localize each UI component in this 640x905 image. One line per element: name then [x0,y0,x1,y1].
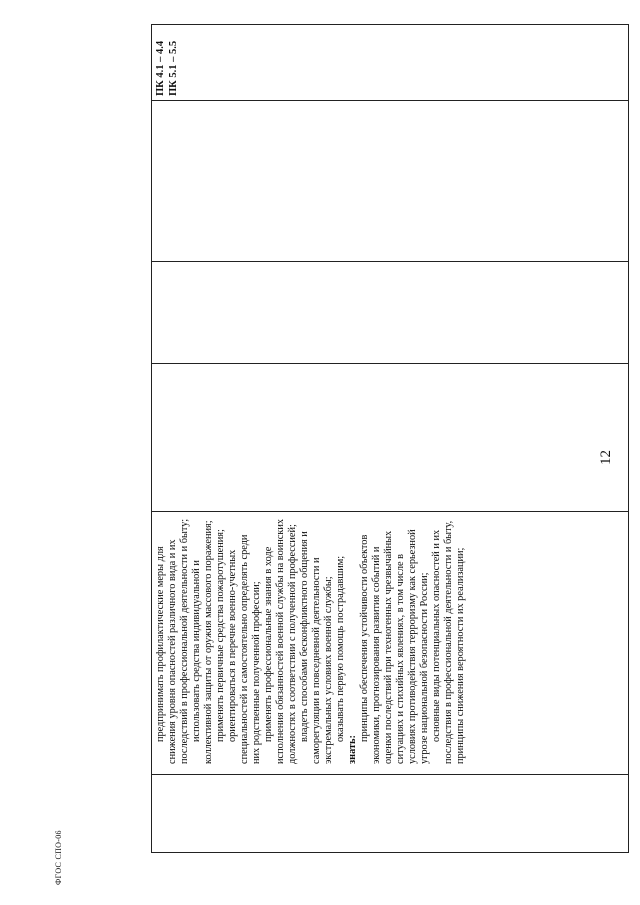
requirement-item: применять профессиональные знания в ходе исполнения обязанностей военной службы на воинских должностях в соответствии с полученной профессией; [263,519,298,764]
requirement-item: оказывать первую помощь пострадавшим; [335,555,346,742]
rotated-document-sheet [48,25,640,885]
discipline-cell [152,101,629,262]
page-number: 12 [598,450,614,465]
competency-code: ПК 5.1 – 5.5 [167,40,179,96]
requirement-item: ориентироваться в перечне военно-учетных специальностей и самостоятельно определять среди них родственные полученной профессии; [227,534,262,764]
requirements-text [152,512,467,774]
requirement-item: предпринимать профилактические меры для снижения уровня опасностей различного вида и их последствий в профессиональной деятельности и быту; [155,518,190,764]
competency-code: ПК 4.1 – 4.4 [155,40,166,96]
competency-codes-cell [152,25,629,101]
index-cell [152,775,629,853]
competency-table [151,24,629,853]
table-row [152,25,629,853]
requirement-item: применять первичные средства пожаротушения; [215,529,226,742]
document-footer-code: ФГОС СПО-06 [54,830,63,885]
requirement-item: владеть способами бесконфликтного общения и саморегуляции в повседневной деятельности и экстремальных условиях военной службы; [299,531,334,764]
competency-codes [152,25,180,100]
requirement-item: использовать средства индивидуальной и коллективной защиты от оружия массового поражения; [191,520,214,764]
requirement-item: принципы обеспечения устойчивости объектов экономики, прогнозирования развития событий и оценки последствий при техногенных чрезвычайных ситуациях и стихийных явлениях, в том числе в условиях противодействия терроризму как серьезной угрозе национальной безопасности России; [359,529,430,764]
requirement-item: основные виды потенциальных опасностей и их последствия в профессиональной деятельности и быту, принципы снижения вероятности их реализации; [431,520,466,764]
hours-cell [152,364,629,512]
requirements-cell [152,512,629,775]
auditory-hours-cell [152,262,629,364]
section-heading: знать: [347,735,358,764]
